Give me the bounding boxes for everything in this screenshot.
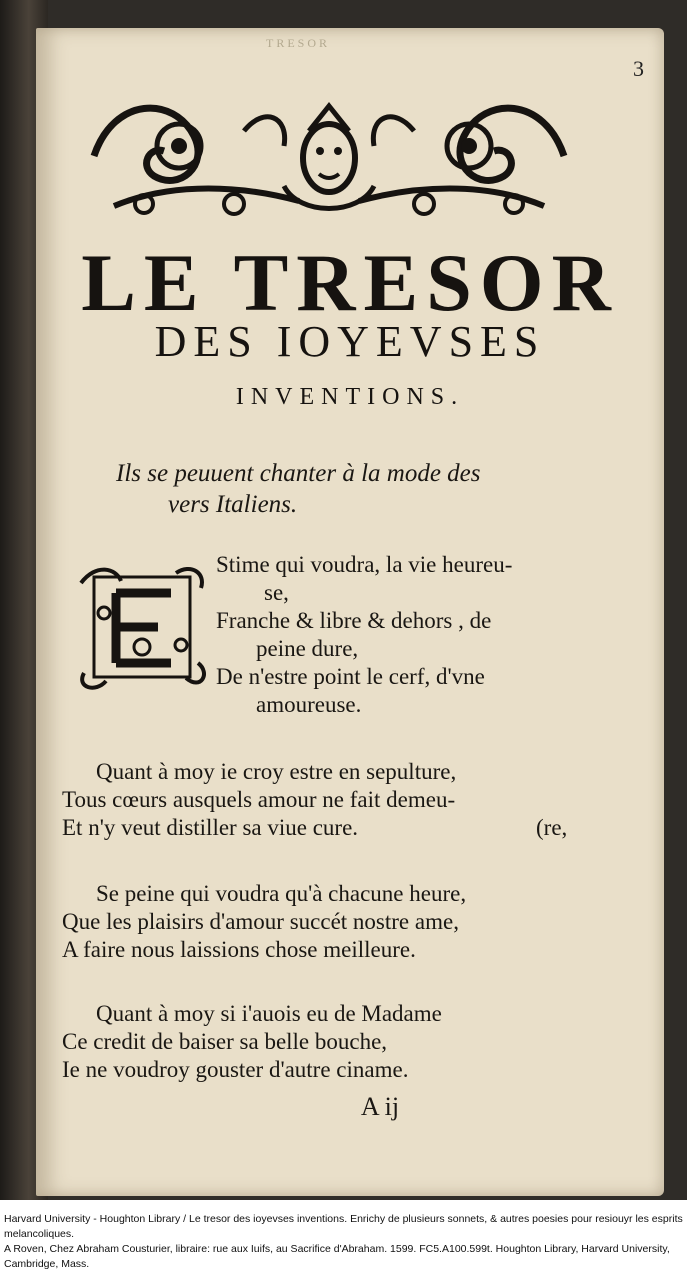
verse-line: Ie ne voudroy gouster d'autre ciname.: [62, 1057, 409, 1082]
verse-line: Quant à moy si i'auois eu de Madame: [96, 1001, 442, 1026]
rubric: [116, 458, 556, 520]
verse-line: A faire nous laissions chose meilleure.: [62, 937, 416, 962]
verse-line: se,: [264, 580, 289, 605]
caption-line-2: A Roven, Chez Abraham Cousturier, libraire: rue aux Iuifs, au Sacrifice d'Abraham. 1599. FC5.A100.599t. Houghton Library, Harvard University, Cambridge, Mass.: [4, 1243, 670, 1270]
caption-line-1: Harvard University - Houghton Library / Le tresor des ioyevses inventions. Enrichy de plusieurs sonnets, & autres poesies pour resiouyr les esprits melancoliques.: [4, 1213, 683, 1240]
verse-line: Franche & libre & dehors , de: [216, 608, 492, 633]
verse-line: De n'estre point le cerf, d'vne: [216, 664, 485, 689]
verse-line: Quant à moy ie croy estre en sepulture,: [96, 759, 457, 784]
book-page: [36, 28, 664, 1196]
stanza-1: [216, 551, 646, 719]
stanza-2: [62, 758, 582, 842]
verse-turnover: (re,: [536, 815, 568, 840]
rubric-line-1: Ils se peuuent chanter à la mode des: [116, 460, 481, 487]
title-line-3: INVENTIONS.: [235, 384, 465, 410]
verse-line: Ce credit de baiser sa belle bouche,: [62, 1029, 388, 1054]
running-head: TRESOR: [266, 36, 331, 50]
verse-line: Tous cœurs ausquels amour ne fait demeu-: [62, 787, 456, 812]
verse-line: amoureuse.: [256, 692, 362, 717]
stanza-3: [62, 880, 582, 964]
verse-line: Se peine qui voudra qu'à chacune heure,: [96, 881, 467, 906]
title-line-2: DES IOYEVSES: [154, 317, 546, 366]
verse-line: peine dure,: [256, 636, 359, 661]
verse-line: Que les plaisirs d'amour succét nostre ame,: [62, 909, 459, 934]
title-line-1: LE TRESOR: [81, 237, 619, 328]
rubric-line-2: vers Italiens.: [168, 491, 298, 518]
verse-line: Stime qui voudra, la vie heureu-: [216, 552, 513, 577]
verse-line: Et n'y veut distiller sa viue cure.: [62, 815, 359, 840]
image-caption: [4, 1212, 683, 1272]
ornamental-headpiece: [84, 86, 574, 221]
page-number: 3: [633, 56, 644, 81]
decorated-initial-e: [76, 563, 211, 693]
stanza-4: [62, 1000, 582, 1084]
signature-mark: A ij: [360, 1092, 400, 1121]
